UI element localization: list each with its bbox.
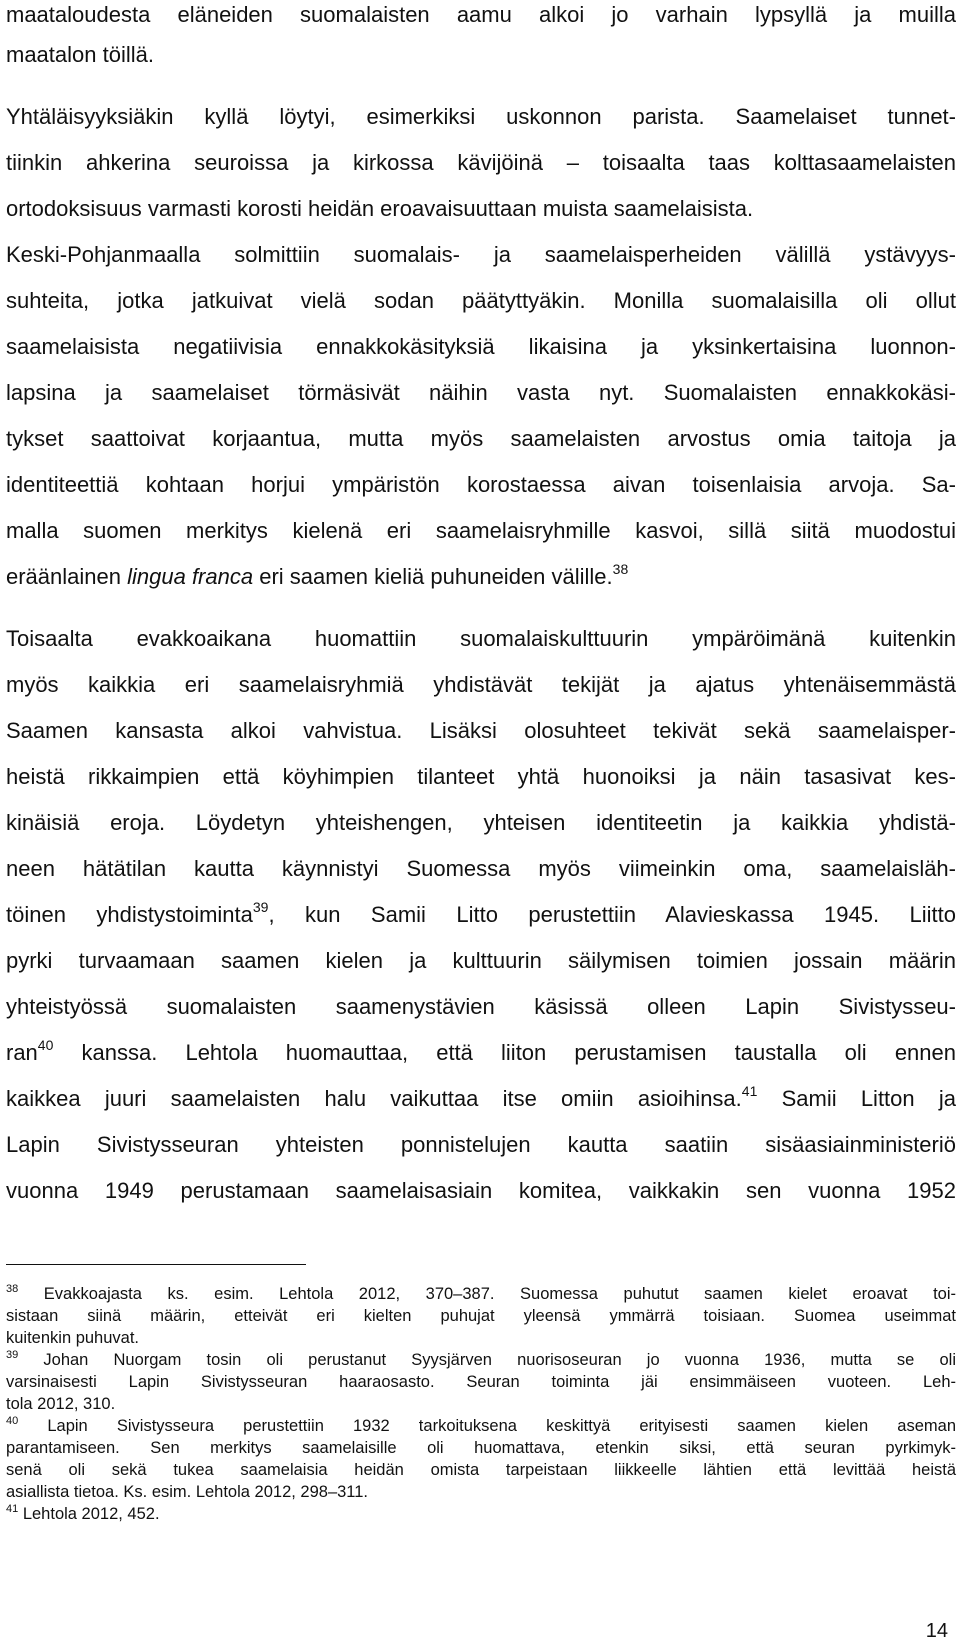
body-line (6, 1036, 956, 1066)
body-line: identiteettiä kohtaan horjui ympäristön korostaessa aivan toisenlaisia arvoja. Sa- (6, 472, 956, 497)
footnote-line: parantamiseen. Sen merkitys saamelaisille oli huomattava, etenkin siksi, että seuran pyrkimyk- (6, 1439, 956, 1457)
text-run: , kun Samii Litto perustettiin Alavieskassa 1945. Liitto (268, 902, 957, 927)
body-line: pyrki turvaamaan saamen kielen ja kulttuurin säilymisen toimien jossain määrin (6, 948, 956, 973)
body-line: ortodoksisuus varmasti korosti heidän eroavaisuuttaan muista saamelaisista. (6, 196, 754, 221)
text-run: töinen yhdistystoiminta (6, 902, 253, 927)
body-line: maataloudesta eläneiden suomalaisten aamu alkoi jo varhain lypsyllä ja muilla (6, 2, 956, 27)
body-line: heistä rikkaimpien että köyhimpien tilanteet yhtä huonoiksi ja näin tasasivat kes- (6, 764, 956, 789)
footnote-number: 40 (6, 1414, 19, 1427)
body-line: myös kaikkia eri saamelaisryhmiä yhdistävät tekijät ja ajatus yhtenäisemmästä (6, 672, 956, 697)
footnote-39 (6, 1350, 956, 1370)
text-run: Samii Litton ja (757, 1086, 956, 1111)
footnote-40 (6, 1416, 956, 1436)
text-run: ran (6, 1040, 38, 1065)
footnote-separator (6, 1264, 306, 1265)
body-line: vuonna 1949 perustamaan saamelaisasiain komitea, vaikkakin sen vuonna 1952 (6, 1178, 956, 1203)
footnote-text: Evakkoajasta ks. esim. Lehtola 2012, 370–387. Suomessa puhutut saamen kielet eroavat toi- (18, 1285, 956, 1303)
body-line (6, 1082, 956, 1112)
body-line: maatalon töillä. (6, 42, 154, 67)
text-run: eri saamen kieliä puhuneiden välille. (253, 564, 613, 589)
body-line: lapsina ja saamelaiset törmäsivät näihin vasta nyt. Suomalaisten ennakkokäsi- (6, 380, 956, 405)
body-line: suhteita, jotka jatkuivat vielä sodan päätyttyäkin. Monilla suomalaisilla oli ollut (6, 288, 956, 313)
footnote-text: Johan Nuorgam tosin oli perustanut Syysjärven nuorisoseuran jo vuonna 1936, mutta se oli (18, 1351, 956, 1369)
footnote-38 (6, 1284, 956, 1304)
body-line: Toisaalta evakkoaikana huomattiin suomalaiskulttuurin ympäröimänä kuitenkin (6, 626, 956, 651)
text-run: kaikkea juuri saamelaisten halu vaikuttaa itse omiin asioihinsa. (6, 1086, 742, 1111)
body-line: tiinkin ahkerina seuroissa ja kirkossa kävijöinä – toisaalta taas kolttasaamelaisten (6, 150, 956, 175)
footnote-line: senä oli sekä tukea saamelaisia heidän omista tarpeistaan liikkeelle lähtien että levittää heistä (6, 1461, 956, 1479)
body-line: neen hätätilan kautta käynnistyi Suomessa myös viimeinkin oma, saamelaisläh- (6, 856, 956, 881)
footnote-41 (6, 1504, 956, 1524)
footnote-ref: 38 (612, 560, 629, 577)
body-line: Saamen kansasta alkoi vahvistua. Lisäksi olosuhteet tekivät sekä saamelaisper- (6, 718, 956, 743)
footnote-line: kuitenkin puhuvat. (6, 1329, 140, 1347)
body-line: Yhtäläisyyksiäkin kyllä löytyi, esimerkiksi uskonnon parista. Saamelaiset tunnet- (6, 104, 956, 129)
body-line: Keski-Pohjanmaalla solmittiin suomalais- ja saamelaisperheiden välillä ystävyys- (6, 242, 956, 267)
body-line: malla suomen merkitys kielenä eri saamelaisryhmille kasvoi, sillä siitä muodostui (6, 518, 956, 543)
footnote-number: 41 (6, 1502, 19, 1515)
page-number: 14 (925, 1620, 948, 1642)
footnote-text: Lapin Sivistysseura perustettiin 1932 tarkoituksena keskittyä erityisesti saamen kielen aseman (18, 1417, 956, 1435)
footnote-number: 39 (6, 1348, 19, 1361)
footnote-number: 38 (6, 1282, 19, 1295)
footnote-line: tola 2012, 310. (6, 1395, 116, 1413)
footnote-text: Lehtola 2012, 452. (18, 1505, 160, 1523)
body-line: saamelaisista negatiivisia ennakkokäsityksiä likaisina ja yksinkertaisina luonnon- (6, 334, 956, 359)
body-line: tykset saattoivat korjaantua, mutta myös saamelaisten arvostus omia taitoja ja (6, 426, 956, 451)
body-line: Lapin Sivistysseuran yhteisten ponnistelujen kautta saatiin sisäasiainministeriö (6, 1132, 956, 1157)
text-run: eräänlainen (6, 564, 128, 589)
footnote-line: varsinaisesti Lapin Sivistysseuran haaraosasto. Seuran toiminta jäi ensimmäiseen vuoteen. Leh- (6, 1373, 956, 1391)
footnote-line: sistaan siinä määrin, etteivät eri kielten puhujat yleensä ymmärrä toisiaan. Suomea useimmat (6, 1307, 956, 1325)
body-line (6, 898, 957, 928)
footnote-ref: 41 (741, 1082, 758, 1099)
text-run: kanssa. Lehtola huomauttaa, että liiton perustamisen taustalla oli ennen (53, 1040, 956, 1065)
footnote-ref: 40 (37, 1036, 54, 1053)
italic-term: lingua franca (127, 564, 254, 589)
body-line: kinäisiä eroja. Löydetyn yhteishengen, yhteisen identiteetin ja kaikkia yhdistä- (6, 810, 956, 835)
body-line (6, 560, 956, 590)
footnote-ref: 39 (252, 898, 269, 915)
body-line: yhteistyössä suomalaisten saamenystävien käsissä olleen Lapin Sivistysseu- (6, 994, 956, 1019)
footnote-line: asiallista tietoa. Ks. esim. Lehtola 2012, 298–311. (6, 1483, 369, 1501)
